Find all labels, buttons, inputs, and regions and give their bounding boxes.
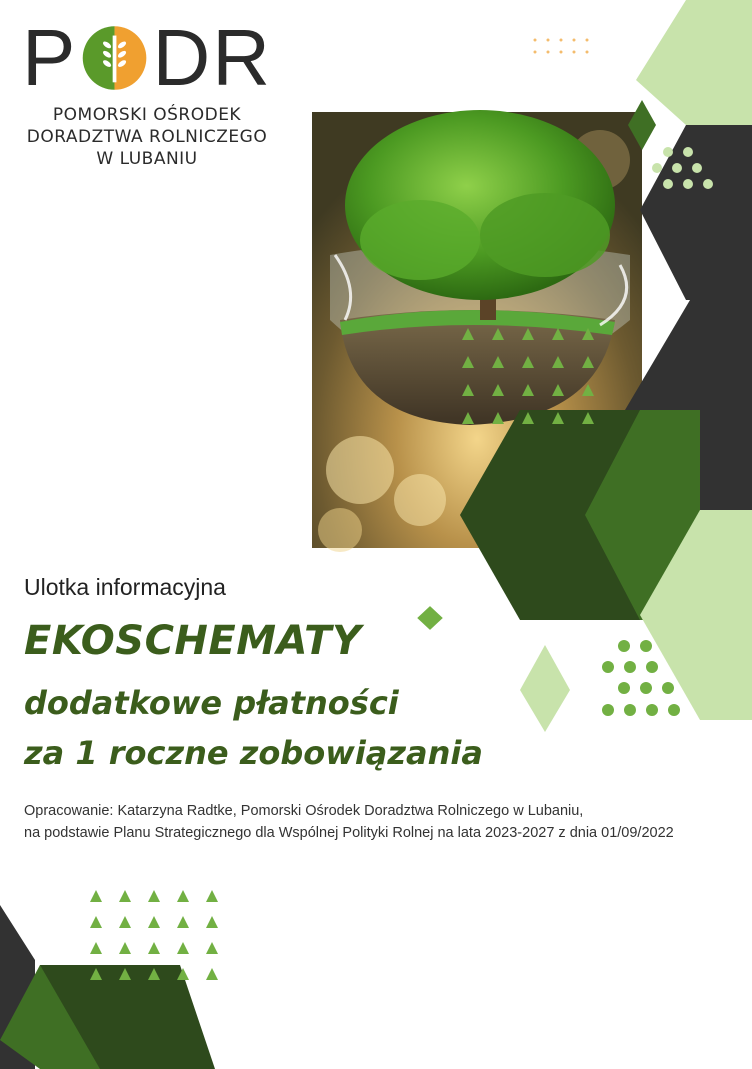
- leaflet-title-line-2: dodatkowe płatności: [24, 684, 399, 722]
- logo-organization-name: [22, 104, 272, 170]
- leaflet-subtitle: Ulotka informacyjna: [24, 574, 226, 600]
- logo-letter-d: D: [152, 13, 213, 102]
- logo-line-3: W LUBANIU: [96, 149, 198, 169]
- small-dot-row: [534, 39, 589, 54]
- wheat-circle-icon: [79, 20, 150, 96]
- credits-line-1: Opracowanie: Katarzyna Radtke, Pomorski Ośrodek Doradztwa Rolniczego w Lubaniu,: [24, 803, 584, 819]
- leaflet-title: EKOSCHEMATY: [24, 618, 362, 664]
- leaflet-title-line-3: za 1 roczne zobowiązania: [24, 734, 483, 772]
- logo-letter-p: P: [22, 13, 78, 102]
- logo-line-1: POMORSKI OŚRODEK: [52, 105, 242, 125]
- leaflet-credits: [24, 800, 674, 844]
- podr-logo: [22, 13, 272, 170]
- logo-line-2: DORADZTWA ROLNICZEGO: [26, 127, 268, 147]
- credits-line-2: na podstawie Planu Strategicznego dla Wspólnej Polityki Rolnej na lata 2023-2027 z dnia 01/09/2022: [24, 825, 674, 841]
- logo-wordmark: [22, 13, 272, 102]
- logo-letter-r: R: [212, 13, 272, 102]
